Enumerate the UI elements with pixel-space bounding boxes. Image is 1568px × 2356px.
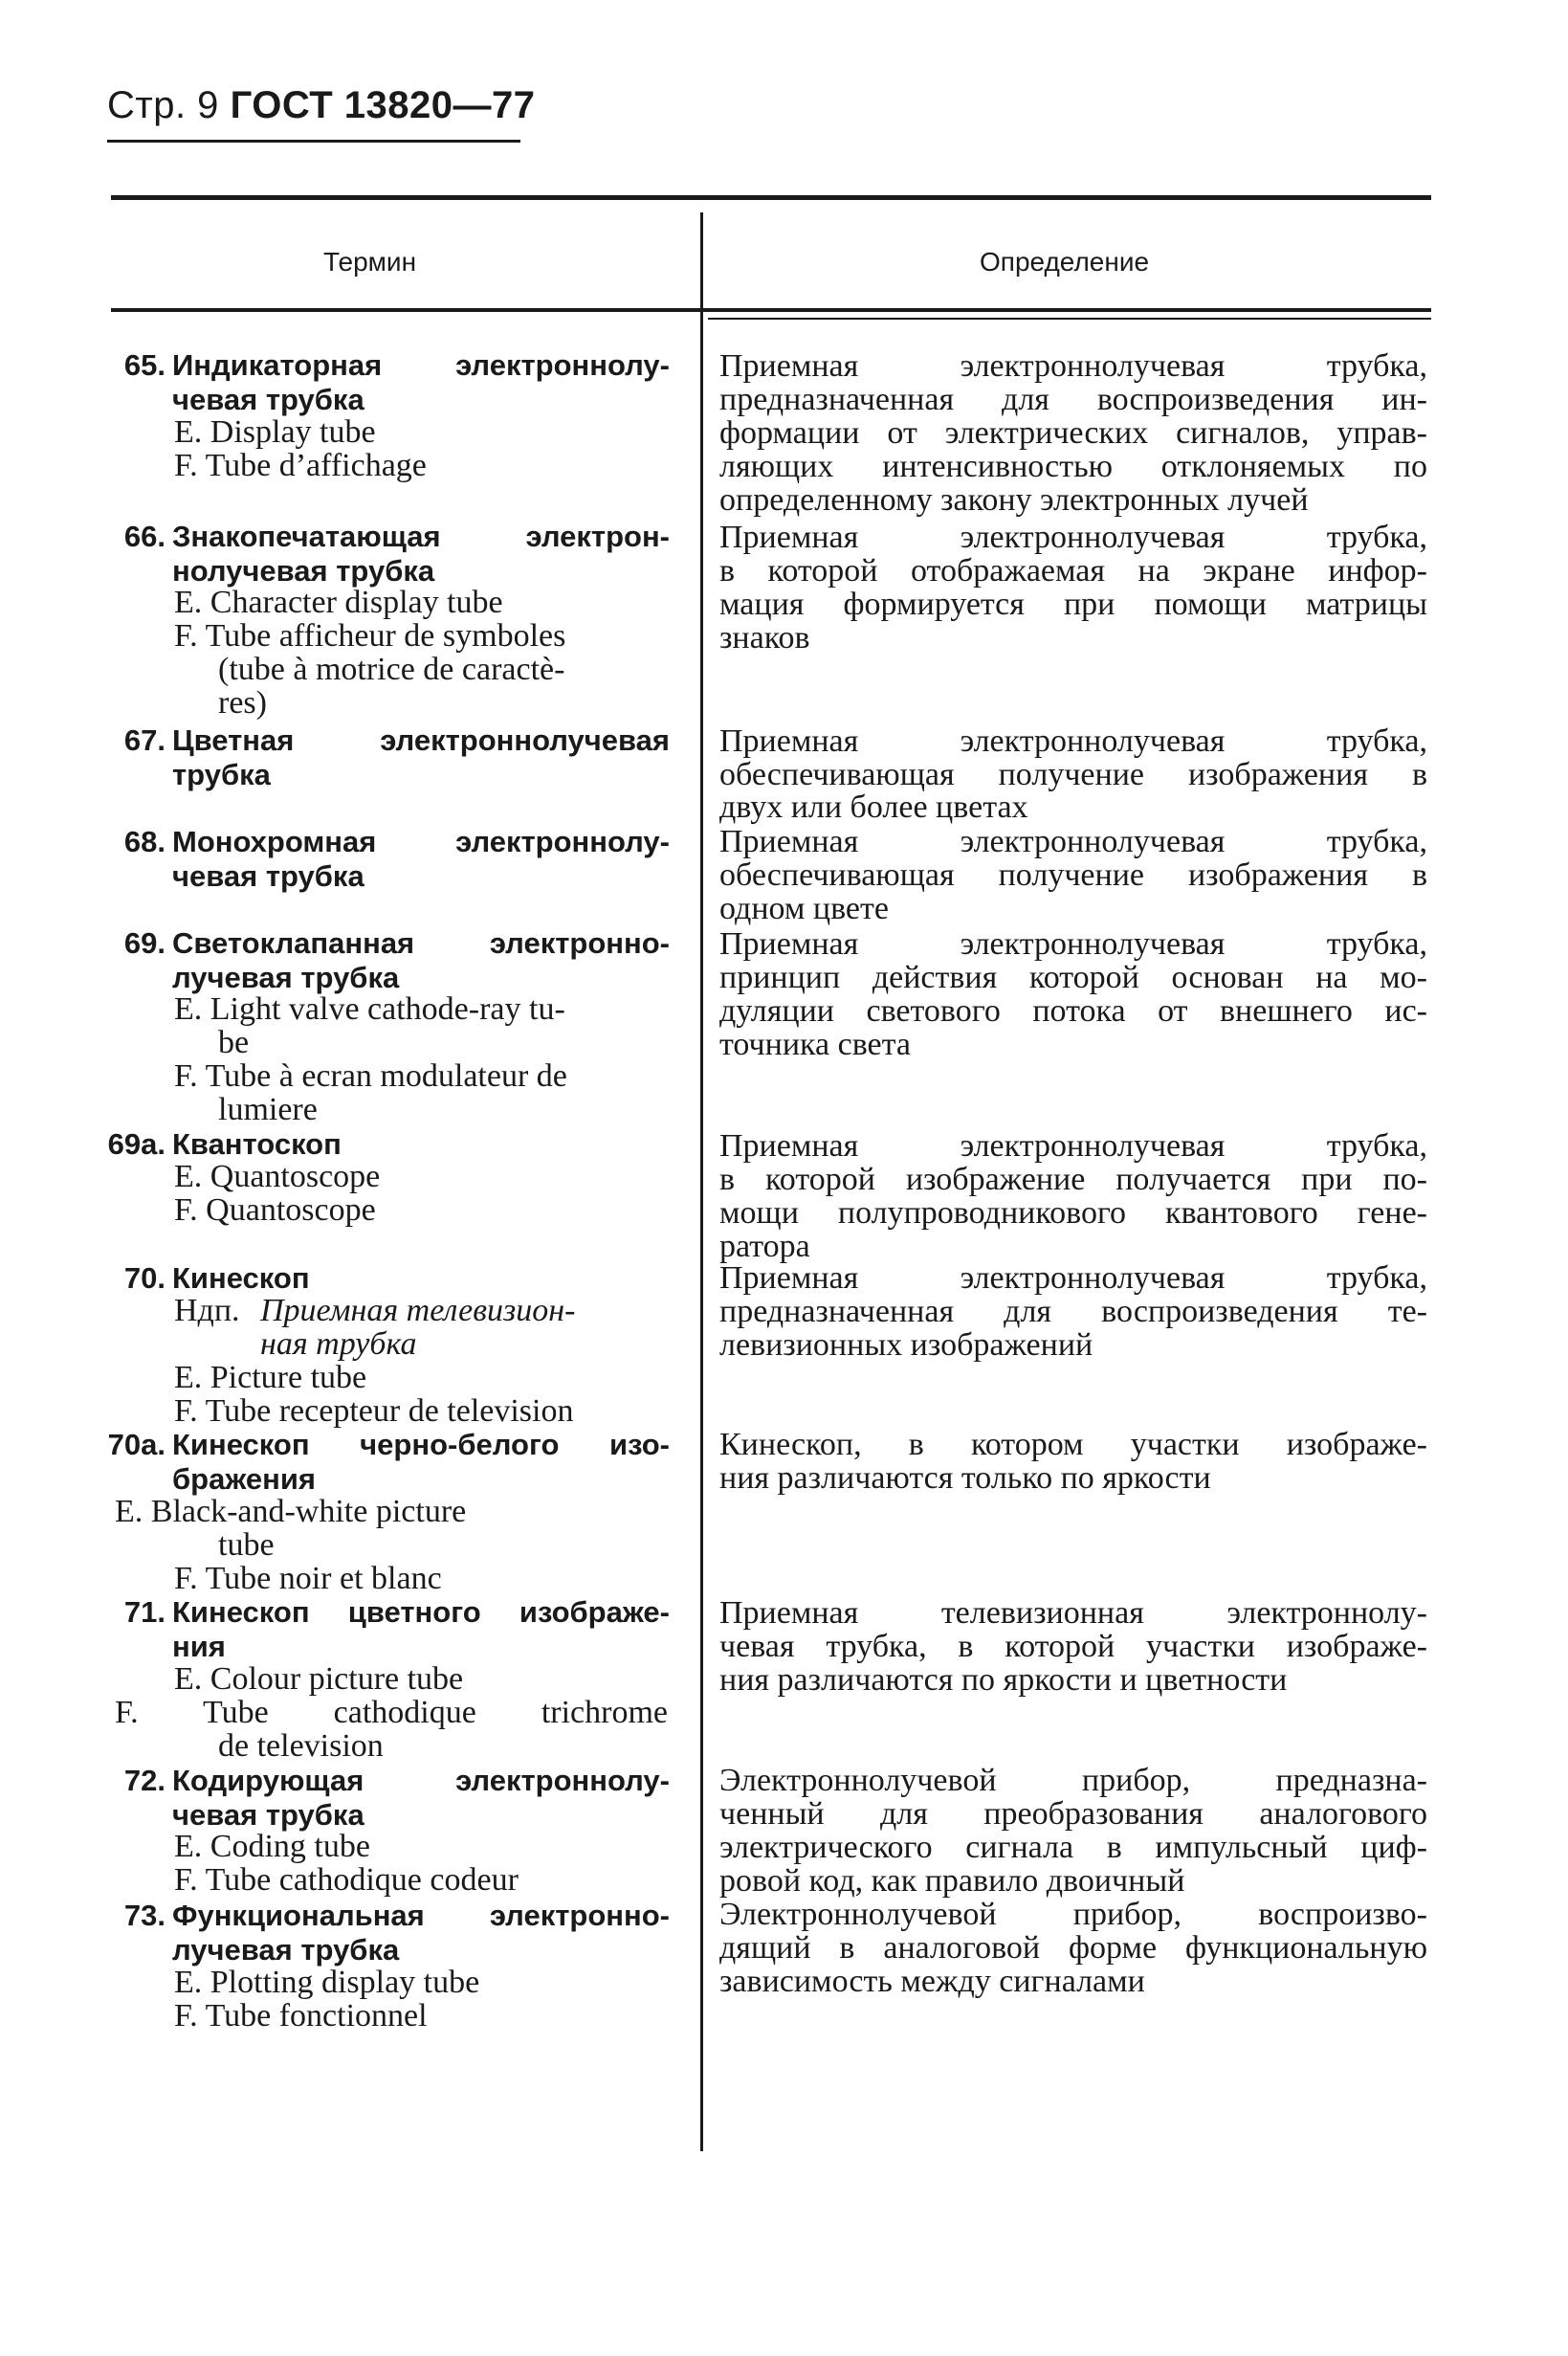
definition-line: чевая трубка, в которой участки изображе- (719, 1629, 1427, 1664)
term-name-line: Функциональная электронно- (172, 1899, 670, 1932)
definition-line: ратора (719, 1229, 810, 1264)
definition-line: в которой изображение получается при по- (719, 1162, 1427, 1197)
definition-line: левизионных изображений (719, 1327, 1093, 1363)
term-french: (tube à motrice de caractè- (218, 652, 565, 687)
definition-line: Электроннолучевой прибор, воспроизво- (719, 1897, 1427, 1932)
term-name-line: нолучевая трубка (172, 554, 435, 588)
term-name-line: Знакопечатающая электрон- (172, 520, 670, 553)
definition-line: в которой отображаемая на экране инфор- (719, 553, 1427, 589)
term-english: be (218, 1025, 250, 1060)
term-french: F. Tube afficheur de symboles (174, 618, 566, 654)
term-name-line: лучевая трубка (172, 1933, 400, 1967)
term-name-line: Цветная электроннолучевая (172, 723, 670, 757)
term-english: E. Colour picture tube (174, 1661, 464, 1697)
definition-line: ровой код, как правило двоичный (719, 1863, 1185, 1899)
term-name-line: чевая трубка (172, 1798, 364, 1832)
term-french: F. Tube cathodique codeur (174, 1862, 519, 1898)
definition-line: ния различаются по яркости и цветности (719, 1662, 1288, 1698)
term-name-line: Монохромная электроннолу- (172, 825, 670, 858)
term-english: E. Light valve cathode-ray tu- (174, 991, 565, 1027)
term-name-line: Кинескоп черно-белого изо- (172, 1428, 670, 1461)
term-french: F. Tube noir et blanc (174, 1561, 442, 1596)
definition-line: ния различаются только по яркости (719, 1460, 1211, 1496)
term-number: 71. (123, 1595, 166, 1629)
definition-line: Приемная телевизионная электроннолу- (719, 1595, 1427, 1631)
definition-line: дящий в аналоговой форме функциональную (719, 1930, 1427, 1966)
term-name-line: чевая трубка (172, 859, 364, 893)
deprecated-term: ная трубка (260, 1326, 417, 1362)
term-number: 65. (123, 348, 166, 382)
term-english: E. Plotting display tube (174, 1965, 480, 2000)
term-name-line: Светоклапанная электронно- (172, 926, 670, 960)
term-english: E. Quantoscope (174, 1159, 381, 1194)
column-header-definition: Определение (980, 247, 1150, 277)
column-header-term: Термин (323, 247, 417, 277)
table-top-rule (111, 195, 1431, 200)
definition-line: Приемная электроннолучевая трубка, (719, 926, 1427, 962)
definition-line: Приемная электроннолучевая трубка, (719, 348, 1427, 384)
term-french: F. Quantoscope (174, 1192, 376, 1228)
term-french: F. Tube d’affichage (174, 448, 427, 483)
definition-line: зависимость между сигналами (719, 1964, 1145, 1999)
definition-line: предназначенная для воспроизведения те- (719, 1294, 1427, 1329)
term-english: E. Picture tube (174, 1360, 367, 1395)
table-header-rule (111, 308, 1431, 312)
page-number: Стр. 9 (107, 84, 219, 126)
term-number: 69. (123, 926, 166, 960)
definition-line: электрического сигнала в импульсный циф- (719, 1830, 1427, 1865)
definition-line: принцип действия которой основан на мо- (719, 960, 1427, 995)
definition-line: точника света (719, 1027, 912, 1062)
term-number: 72. (123, 1764, 166, 1797)
definition-line: Приемная электроннолучевая трубка, (719, 1128, 1427, 1164)
term-name-line: Индикаторная электроннолу- (172, 348, 670, 382)
definition-line: определенному закону электронных лучей (719, 482, 1309, 518)
definition-line: Кинескоп, в котором участки изображе- (719, 1427, 1427, 1462)
term-name-line: Квантоскоп (172, 1127, 342, 1161)
term-name-line: лучевая трубка (172, 961, 400, 994)
term-english: E. Character display tube (174, 585, 503, 620)
definition-line: Электроннолучевой прибор, предназна- (719, 1763, 1427, 1798)
term-name-line: Кодирующая электроннолу- (172, 1764, 670, 1797)
definition-line: Приемная электроннолучевая трубка, (719, 824, 1427, 859)
definition-line: ченный для преобразования аналогового (719, 1796, 1427, 1832)
term-english: E. Black-and-white picture (115, 1494, 467, 1529)
term-english: E. Display tube (174, 414, 376, 450)
column-divider (700, 212, 703, 2151)
definition-line: мация формируется при помощи матрицы (719, 587, 1427, 622)
header-underline (107, 140, 520, 143)
term-name-line: Кинескоп (172, 1261, 310, 1295)
term-number: 70. (123, 1261, 166, 1295)
term-name-line: ния (172, 1630, 226, 1663)
term-number: 70a. (107, 1428, 166, 1461)
definition-line: формации от электрических сигналов, управ- (719, 415, 1427, 451)
term-name-line: бражения (172, 1462, 317, 1496)
term-french: F. Tube à ecran modulateur de (174, 1058, 567, 1094)
term-english: E. Coding tube (174, 1829, 370, 1864)
term-name-line: чевая трубка (172, 383, 364, 416)
term-english: tube (218, 1527, 275, 1563)
term-french: F. Tube cathodique trichrome (115, 1695, 668, 1730)
table-header-rule-secondary (708, 318, 1431, 320)
definition-line: мощи полупроводникового квантового гене- (719, 1195, 1427, 1231)
term-number: 67. (123, 723, 166, 757)
definition-line: дуляции светового потока от внешнего ис- (719, 993, 1427, 1029)
definition-line: обеспечивающая получение изображения в (719, 857, 1427, 893)
definition-line: Приемная электроннолучевая трубка, (719, 723, 1427, 759)
definition-line: Приемная электроннолучевая трубка, (719, 1260, 1427, 1296)
term-number: 68. (123, 825, 166, 858)
definition-line: двух или более цветах (719, 789, 1028, 825)
term-name-line: Кинескоп цветного изображе- (172, 1595, 670, 1629)
term-number: 66. (123, 520, 166, 553)
definition-line: обеспечивающая получение изображения в (719, 757, 1427, 792)
page-header (107, 84, 535, 127)
term-french: F. Tube recepteur de television (174, 1393, 574, 1429)
deprecated-term: Приемная телевизион- (260, 1293, 576, 1328)
term-number: 73. (123, 1899, 166, 1932)
ndp-label: Ндп. (174, 1293, 240, 1328)
definition-line: знаков (719, 620, 810, 656)
term-french: res) (218, 685, 267, 721)
term-french: F. Tube fonctionnel (174, 1998, 428, 2034)
definition-line: предназначенная для воспроизведения ин- (719, 382, 1427, 417)
definition-line: одном цвете (719, 891, 889, 926)
term-number: 69a. (107, 1127, 166, 1161)
term-french: de television (218, 1728, 384, 1764)
standard-number: ГОСТ 13820—77 (230, 84, 536, 126)
definition-line: Приемная электроннолучевая трубка, (719, 520, 1427, 555)
term-name-line: трубка (172, 758, 271, 791)
definition-line: ляющих интенсивностью отклоняемых по (719, 449, 1427, 484)
term-french: lumiere (218, 1092, 318, 1127)
